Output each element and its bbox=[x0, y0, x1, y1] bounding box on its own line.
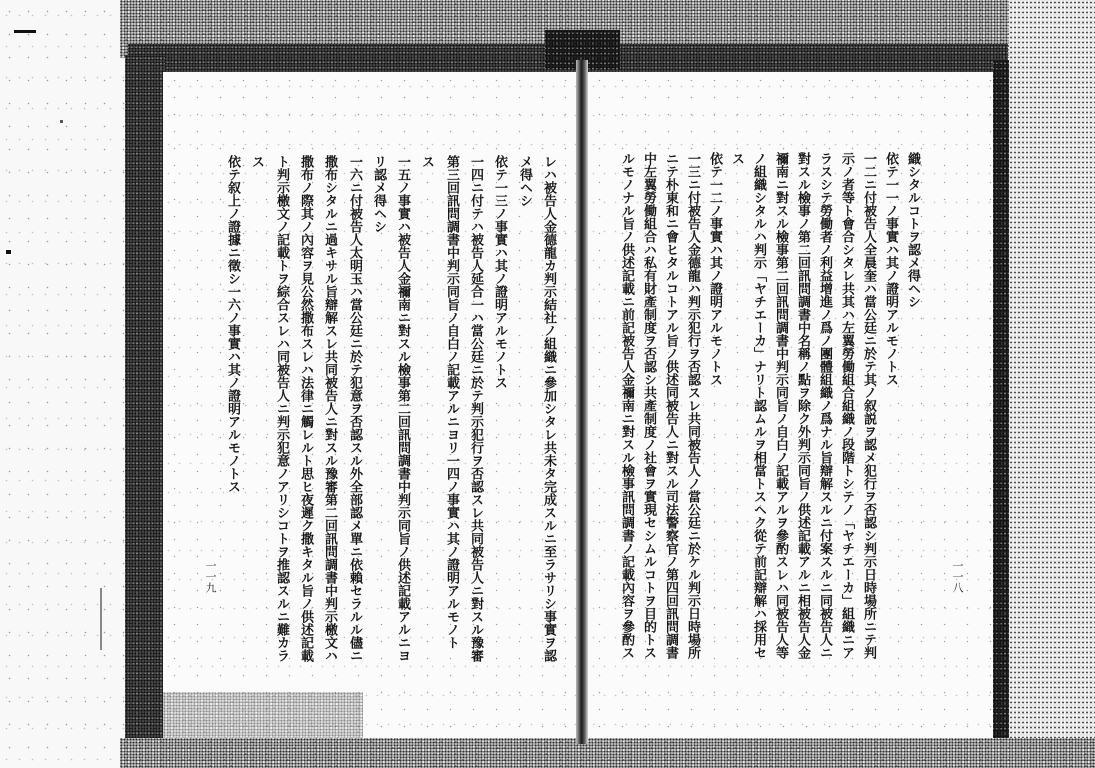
text-column: 織シタルコトヲ認メ得ヘシ bbox=[905, 152, 920, 308]
text-column: 依テ一二ノ事實ハ其ノ證明アルモノトス bbox=[707, 152, 722, 386]
text-column: 一五ノ事實ハ被告人金禰南ニ對スル檢事第二回訊問調書中判示同旨ノ供述記載アルニヨ bbox=[395, 155, 410, 662]
right-page bbox=[588, 72, 993, 738]
book-gutter bbox=[576, 60, 588, 744]
page-number: 一一九 bbox=[204, 560, 217, 593]
text-column: 對スル檢事ノ第二回訊問調書中名稱ノ點ヲ除ク外判示同旨ノ供述記載アルニ相被告人金 bbox=[795, 152, 810, 659]
text-column: ス bbox=[419, 155, 434, 168]
page-blotch bbox=[163, 692, 363, 738]
text-column: 依テ一一ノ事實ハ其ノ證明アルモノトス bbox=[883, 152, 898, 386]
text-column: ニテ朴東和ニ會ヒタルコトアル旨ノ供述同被告人ニ對スル司法警察官ノ第四回訊問調書 bbox=[663, 152, 678, 659]
book-right-edge bbox=[993, 60, 1009, 745]
text-column: リ認メ得ヘシ bbox=[371, 155, 386, 233]
text-column: ラスシテ勞働者ノ利益增進ノ爲ノ團體組織ノ爲ナル旨辯解スルニ付案スルニ同被告人ニ bbox=[817, 152, 832, 659]
text-column: 一二ニ付被告人全晨奎ハ當公廷ニ於テ其ノ叙説ヲ認メ犯行ヲ否認シ判示日時場所ニテ判 bbox=[861, 152, 876, 659]
text-column: 禰南ニ對スル檢事第二回訊問調書中判示同旨ノ自白ノ記載アルヲ參酌スレハ同被告人等 bbox=[773, 152, 788, 659]
text-column: ス bbox=[729, 152, 744, 165]
text-column: 依テ一三ノ事實ハ其ノ證明アルモノトス bbox=[492, 155, 507, 389]
text-column: 示ノ者等ト會合シタレ共其ハ左翼勞働組合組織ノ段階トシテノ「ヤチエーカ」組織ニア bbox=[839, 152, 854, 659]
text-column: 撒布シタルニ過キサル旨辯解スレ共同被告人ニ對スル豫審第二回訊問調書中判示檄文ハ bbox=[322, 155, 337, 662]
book-left-edge bbox=[125, 55, 165, 745]
text-column: メ得ヘシ bbox=[517, 155, 532, 207]
text-column: ルモノナル旨ノ供述記載ニ前記被告人金禰南ニ對スル檢事訊問調書ノ記載內容ヲ參酌ス bbox=[619, 152, 634, 659]
text-column: ノ組織シタルハ判示「ヤチエーカ」ナリト認ムルヲ相當トスヘク從テ前記辯解ハ採用セ bbox=[751, 152, 766, 659]
scan-right-margin bbox=[1009, 0, 1095, 768]
page-number: 一一八 bbox=[951, 560, 964, 593]
text-column: 一六ニ付被告人太明玉ハ當公廷ニ於テ犯意ヲ否認スル外全部認メ單ニ依賴セラルル儘ニ bbox=[347, 155, 362, 662]
text-column: 撒布ノ際其ノ內容ヲ見公然撒布スレハ法律ニ觸レルト思ヒ夜遲ク撒キタル旨ノ供述記載 bbox=[298, 155, 313, 662]
text-column: 第三回訊問調書中判示同旨ノ自白ノ記載アルニヨリ一四ノ事實ハ其ノ證明アルモノト bbox=[444, 155, 459, 649]
text-column: 依テ叙上ノ證據ニ徵シ一六ノ事實ハ其ノ證明アルモノトス bbox=[225, 155, 240, 493]
scan-mark bbox=[14, 30, 36, 33]
text-column: 一四ニ付テハ被告人延合一ハ當公廷ニ於テ判示犯行ヲ否認スレ共同被告人ニ對スル豫審 bbox=[468, 155, 483, 662]
scan-mark bbox=[6, 250, 11, 254]
text-column: ト判示檄文ノ記載トヲ綜合スレハ同被告人ニ判示犯意ノアリシコトヲ推認スルニ難カラ bbox=[274, 155, 289, 662]
text-column: レハ被告人金德龍カ判示結社ノ組織ニ參加シタレ共未タ完成スルニ至ラサリシ事實ヲ認 bbox=[541, 155, 556, 662]
text-column: ス bbox=[249, 155, 264, 168]
text-column: 中左翼勞働組合ハ私有財產制度ヲ否認シ共產制度ノ社會ヲ實現セシムルコトヲ目的トス bbox=[641, 152, 656, 659]
text-column: 一三ニ付被告人金德龍ハ判示犯行ヲ否認スレ共同被告人ノ當公廷ニ於ケル判示日時場所 bbox=[685, 152, 700, 659]
scan-mark bbox=[100, 588, 102, 650]
scan-mark bbox=[60, 120, 63, 123]
scan-bottom-band bbox=[120, 738, 1095, 768]
left-page bbox=[163, 72, 578, 738]
